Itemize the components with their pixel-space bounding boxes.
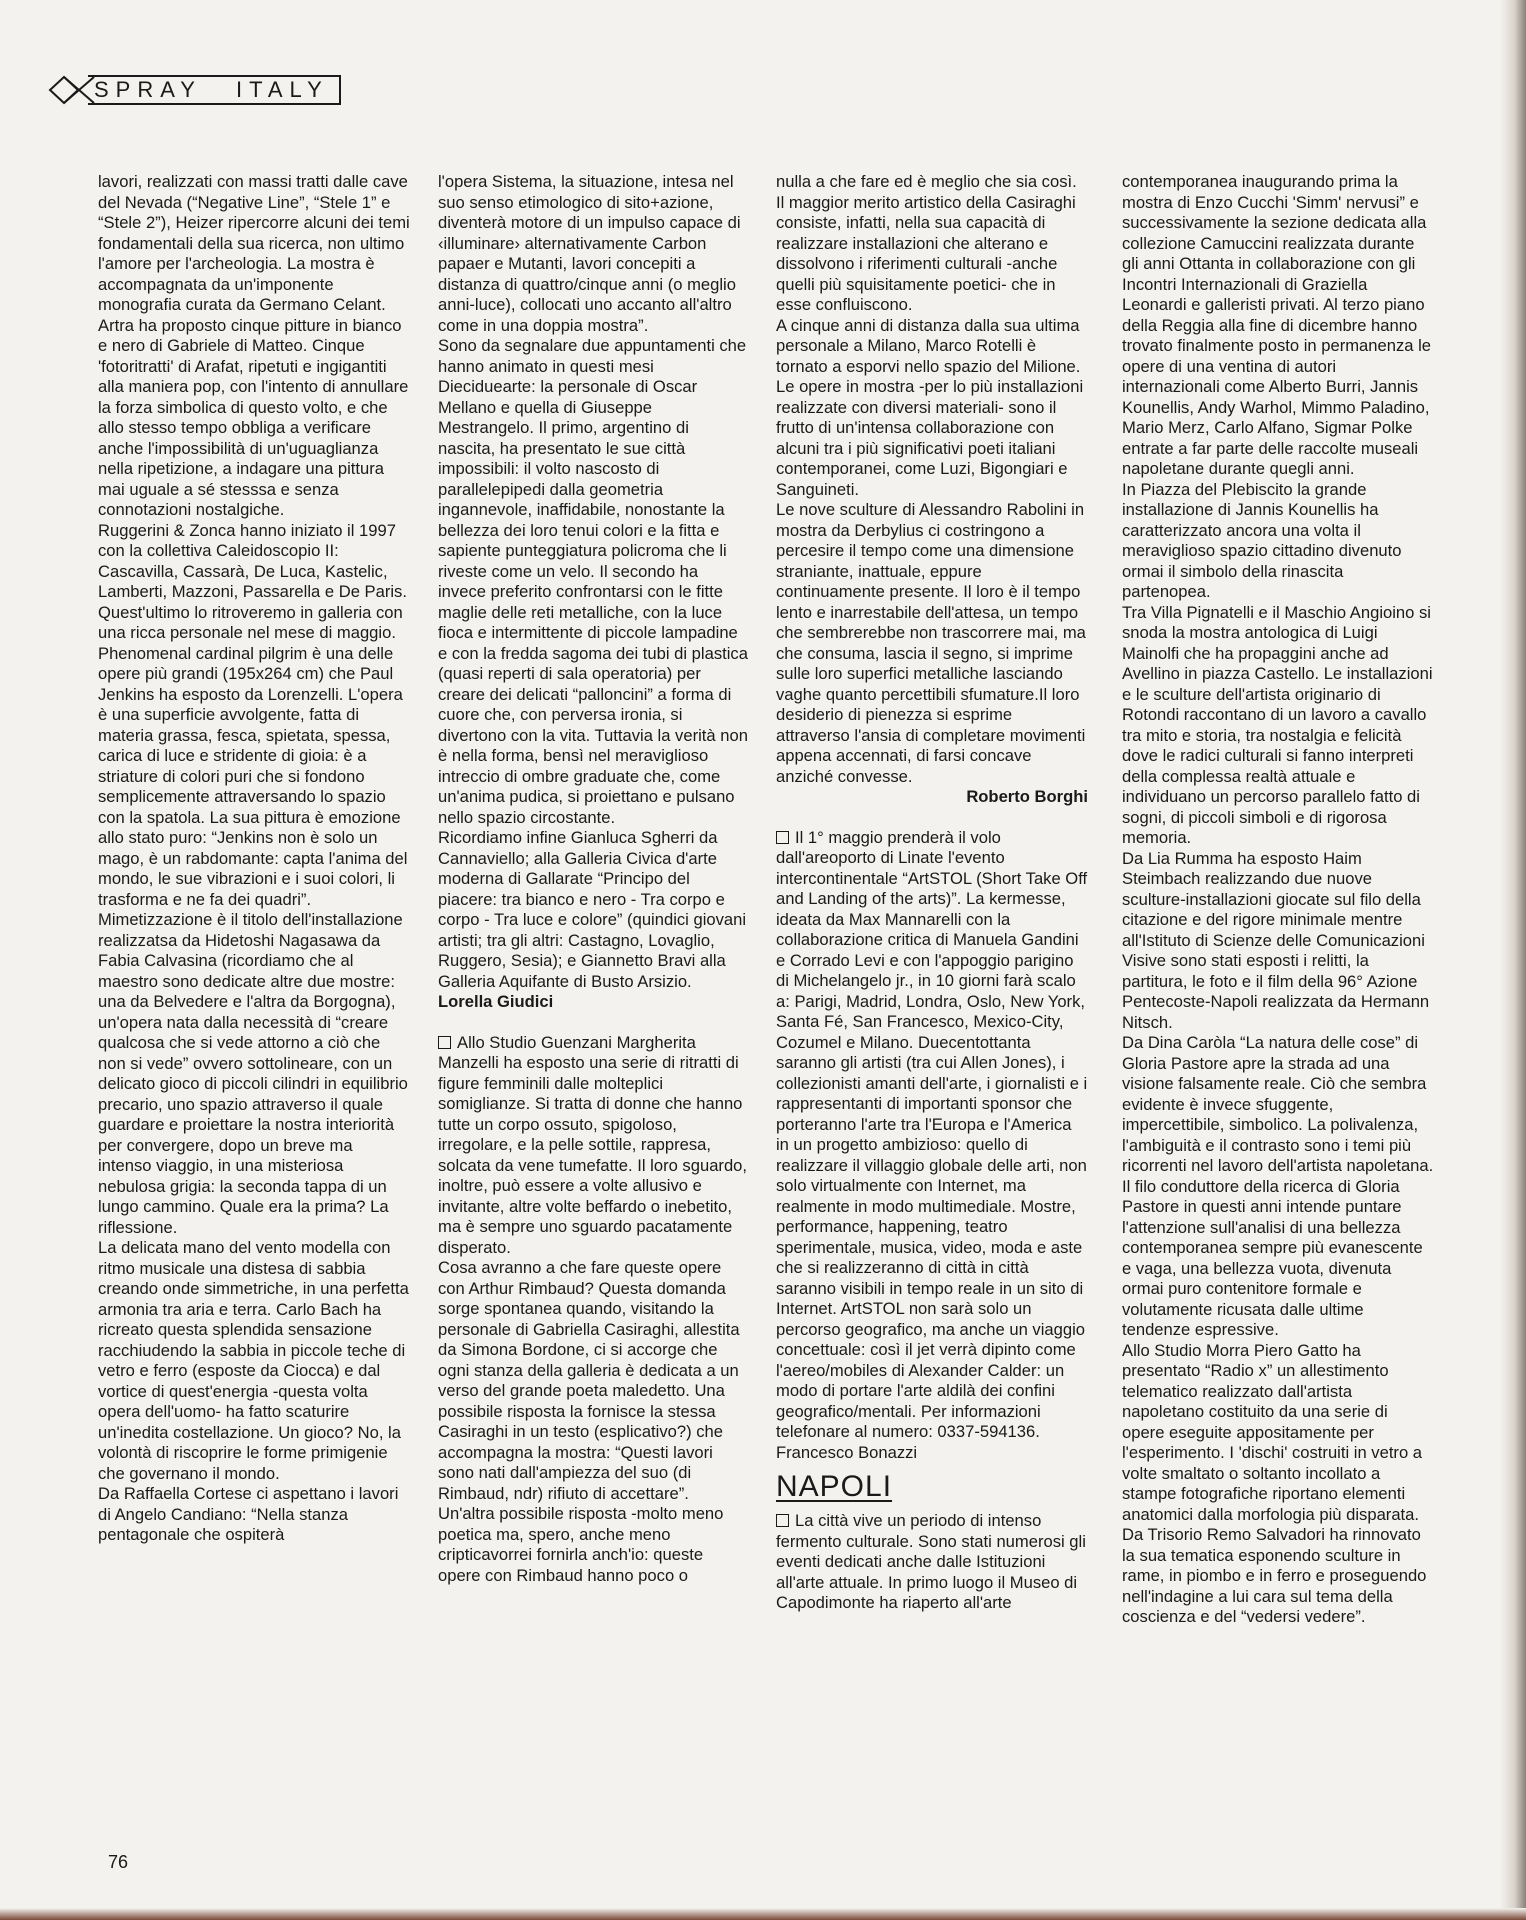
paragraph: Ricordiamo infine Gianluca Sgherri da Cannaviello; alla Galleria Civica d'arte moderna di Gallarate “Principo del piacere: tra bianco e nero - Tra corpo e corpo - Tra luce e colore” (quindici giovani artisti; tra gli altri: Castagno, Lovaglio, Ruggero, Sesia); e Giannetto Bravi alla Galleria Aquifante di Busto Arsizio. (438, 828, 747, 991)
paragraph: Le nove sculture di Alessandro Rabolini in mostra da Derbylius ci costringono a percesire il tempo come una dimensione straniante, inattuale, eppure continuamente presente. Il loro è il tempo lento e inarrestabile dell'attesa, un tempo che sembrerebbe non trascorrere mai, ma che consuma, lascia il segno, si imprime sulle loro superfici metalliche lasciando vaghe quanto percettibili sfumature.Il loro desiderio di pienezza si esprime attraverso l'ansia di completare movimenti appena accennati, di farsi concave anziché convesse. (776, 500, 1086, 786)
paragraph: Mimetizzazione è il titolo dell'installazione realizzatsa da Hidetoshi Nagasawa da Fabia Calvasina (ricordiamo che al maestro sono dedicate altre due mostre: una da Belvedere e l'altra da Borgogna), un'opera nata dalla necessità di “creare qualcosa che si vede attorno a ciò che non si vede” ovvero sottolineare, con un delicato gioco di piccoli cilindri in equilibrio precario, uno spazio attraverso il quale guardare e proiettare la nostra interiorità per convergere, dopo un breve ma intenso viaggio, in una misteriosa nebulosa grigia: la seconda tappa di un lungo cammino. Quale era la prima? La riflessione. (98, 910, 408, 1237)
paragraph-text: La città vive un periodo di intenso fermento culturale. Sono stati numerosi gli eventi dedicati anche dalle Istituzioni all'arte attuale. In primo luogo il Museo di Capodimonte ha riaperto all'arte (776, 1511, 1086, 1612)
paragraph (776, 828, 1088, 1464)
paragraph: Phenomenal cardinal pilgrim è una delle opere più grandi (195x264 cm) che Paul Jenkins ha esposto da Lorenzelli. L'opera è una superficie avvolgente, fatta di materia grassa, fesca, spietata, spessa, carica di luce e stridente di gioia: è a striature di colori puri che si fondono semplicemente attraversando lo spazio con la spatola. La sua pittura è emozione allo stato puro: “Jenkins non è solo un mago, è un rabdomante: capta l'anima del mondo, le sue vibrazioni e i suoi colori, li trasforma e ne fa dei quadri”. (98, 643, 408, 909)
column-4 (1122, 172, 1434, 1628)
paragraph: In Piazza del Plebiscito la grande installazione di Jannis Kounellis ha caratterizzato ancora una volta il meraviglioso spazio cittadino divenuto ormai il simbolo della rinascita partenopea. (1122, 479, 1402, 601)
paragraph: Ruggerini & Zonca hanno iniziato il 1997 con la collettiva Caleidoscopio II: Cascavilla, Cassarà, De Luca, Kastelic, Lamberti, Mazzoni, Passarella e De Paris. Quest'ultimo lo ritroveremo in galleria con una ricca personale nel mese di maggio. (98, 520, 407, 642)
paragraph-text: Allo Studio Guenzani Margherita Manzelli ha esposto una serie di ritratti di figure femminili dalle molteplici somiglianze. Si tratta di donne che hanno tutte un corpo ossuto, spigoloso, irregolare, e la pelle sottile, rappresa, solcata da vene tumefatte. Il loro sguardo, inoltre, può essere a volte allusivo e invitante, altre volte beffardo o inebetito, ma è sempre uno sguardo pacatamente disperato. (438, 1032, 748, 1257)
paragraph: nulla a che fare ed è meglio che sia così. Il maggior merito artistico della Casiraghi consiste, infatti, nella sua capacità di realizzare installazioni che alterano e dissolvono i riferimenti culturali -anche quelli più squisitamente poetici- che in esse confluiscono. (776, 172, 1077, 314)
byline-lorella-giudici: Lorella Giudici (438, 992, 554, 1011)
page-number: 76 (108, 1852, 129, 1872)
header-word-spray: SPRAY (94, 77, 202, 102)
paragraph: Cosa avranno a che fare queste opere con Arthur Rimbaud? Questa domanda sorge spontanea quando, visitando la personale di Gabriella Casiraghi, allestita da Simona Bordone, ci si accorge che ogni stanza della galleria è dedicata a un verso del grande poeta maledetto. Una possibile risposta la fornisce la stessa Casiraghi in un testo (esplicativo?) che accompagna la mostra: “Questi lavori sono nati dall'ampiezza del suo (di Rimbaud, ndr) rifiuto di accettare”. Un'altra possibile risposta -molto meno poetica ma, spero, anche meno cripticavorrei fornirla anch'io: queste opere con Rimbaud hanno poco o (438, 1258, 740, 1585)
column-1 (98, 172, 410, 1546)
paragraph: lavori, realizzati con massi tratti dalle cave del Nevada (“Negative Line”, “Stele 1” e “Stele 2”), Heizer ripercorre alcuni dei temi fondamentali della sua ricerca, non ultimo l'amore per l'archeologia. La mostra è accompagnata da un'imponente monografia curata da Germano Celant. (98, 172, 410, 314)
paragraph: A cinque anni di distanza dalla sua ultima personale a Milano, Marco Rotelli è tornato a esporvi nello spazio del Milione. Le opere in mostra -per lo più installazioni realizzate con diversi materiali- sono il frutto di un'intensa collaborazione con alcuni tra i più significativi poeti italiani contemporanei, come Luzi, Bigongiari e Sanguineti. (776, 315, 1084, 499)
column-3 (776, 172, 1088, 1614)
paragraph: Tra Villa Pignatelli e il Maschio Angioino si snoda la mostra antologica di Luigi Mainolfi che ha propaggini anche ad Avellino in piazza Castello. Le installazioni e le sculture dell'artista originario di Rotondi raccontano di un lavoro a cavallo tra mito e storia, tra nostalgia e felicità dove le radici culturali si fanno interpreti della complessa realtà attuale e individuano un percorso parallelo fatto di sogni, di piccoli simboli e di rigorosa memoria. (1122, 602, 1433, 847)
header-title-box (88, 75, 341, 105)
paragraph: La delicata mano del vento modella con ritmo musicale una distesa di sabbia creando onde simmetriche, in una perfetta armonia tra aria e terra. Carlo Bach ha ricreato questa splendida sensazione racchiudendo la sabbia in piccole teche di vetro e ferro (esposte da Ciocca) e dal vortice di quest'energia -questa volta opera dell'uomo- ha fatto scaturire un'inedita costellazione. Un gioco? No, la volontà di riscoprire le forme primigenie che governano il mondo. (98, 1238, 409, 1483)
section-header (48, 74, 341, 106)
paragraph: l'opera Sistema, la situazione, intesa nel suo senso etimologico di sito+azione, diventerà motore di un impulso capace di ‹illuminare› alternativamente Carbon papaer e Mutanti, lavori concepiti a distanza di quattro/cinque anni (o meglio anni-luce), collocati uno accanto all'altro come in una doppia mostra”. (438, 172, 741, 335)
byline-roberto-borghi: Roberto Borghi (966, 787, 1088, 806)
paragraph: Sono da segnalare due appuntamenti che hanno animato in questi mesi Dieciduearte: la personale di Oscar Mellano e quella di Giuseppe Mestrangelo. Il primo, argentino di nascita, ha presentato le sue città impossibili: il volto nascosto di parallelepipedi dalla geometria ingannevole, inaffidabile, nonostante la bellezza dei loro tenui colori e la fitta e sapiente punteggiatura policroma che li riveste come un velo. Il secondo ha invece preferito confrontarsi con le fitte maglie delle reti metalliche, con la luce fioca e intermittente di piccole lampadine e con la fredda sagoma dei tubi di plastica (quasi reperti di sala operatoria) per creare dei delicati “palloncini” a forma di cuore che, con perversa ironia, si divertono con la vita. Tuttavia la verità non è nella forma, bensì nel meraviglioso intreccio di ombre graduate che, come un'anima pudica, si proiettano e pulsano nello spazio circostante. (438, 336, 748, 827)
paragraph: contemporanea inaugurando prima la mostra di Enzo Cucchi 'Simm' nervusi” e successivamente la sezione dedicata alla collezione Camuccini realizzata durante gli anni Ottanta in collaborazione con gli Incontri Internazionali di Graziella Leonardi e galleristi privati. Al terzo piano della Reggia alla fine di dicembre hanno trovato finalmente posto in permanenza le opere di una ventina di autori internazionali come Alberto Burri, Jannis Kounellis, Andy Warhol, Mimmo Paladino, Mario Merz, Carlo Alfano, Sigmar Polke entrate a far parte delle raccolte museali napoletane durante quegli anni. (1122, 172, 1432, 478)
paragraph: Da Raffaella Cortese ci aspettano i lavori di Angelo Candiano: “Nella stanza pentagonale che ospiterà (98, 1484, 399, 1544)
paragraph: Da Dina Caròla “La natura delle cose” di Gloria Pastore apre la strada ad una visione falsamente reale. Ciò che sembra evidente è invece sfuggente, impercettibile, simbolico. La polivalenza, l'ambiguità e il contrasto sono i temi più ricorrenti nel lavoro dell'artista napoletana. Il filo conduttore della ricerca di Gloria Pastore in questi anni intende puntare l'attenzione sull'analisi di una bellezza contemporanea sempre più evanescente e vaga, una bellezza vuota, divenuta ormai puro contenitore formale e volutamente ricusata dalle ultime tendenze espressive. (1122, 1033, 1434, 1339)
page-bottom-edge (0, 1908, 1526, 1920)
paragraph (776, 1511, 1088, 1614)
paragraph-text: Il 1° maggio prenderà il volo dall'areoporto di Linate l'evento intercontinentale “ArtSTOL (Short Take Off and Landing of the arts)”. La kermesse, ideata da Max Mannarelli con la collaborazione critica di Manuela Gandini e Corrado Levi e con l'appoggio parigino di Michelangelo jr., in 10 giorni farà scalo a: Parigi, Madrid, Londra, Oslo, New York, Santa Fé, San Francesco, Mexico-City, Cozumel e Milano. Duecentottanta saranno gli artisti (tra cui Allen Jones), i collezionisti amanti dell'arte, i giornalisti e i rappresentanti di importanti sponsor che porteranno l'arte tra l'Europa e l'America in un progetto ambizioso: quello di realizzare il villaggio globale delle arti, non solo virtualmente con Internet, ma realmente in modo multimediale. Mostre, performance, happening, teatro sperimentale, musica, video, moda e aste che si realizzeranno di città in città saranno visibili in tempo reale in un sito di Internet. ArtSTOL non sarà solo un percorso geografico, ma anche un viaggio concettuale: così il jet verrà dipinto come l'aereo/mobiles di Alexander Calder: un modo di portare l'arte aldilà dei confini geografico/mentali. Per informazioni telefonare al numero: 0337-594136. Francesco Bonazzi (776, 827, 1088, 1462)
square-bullet-icon (776, 1514, 789, 1527)
paragraph (438, 1033, 750, 1259)
paragraph: Da Lia Rumma ha esposto Haim Steimbach realizzando due nuove sculture-installazioni giocate sul filo della citazione e del rigore minimale mentre all'Istituto di Scienze delle Comunicazioni Visive sono stati esposti i relitti, la partitura, le foto e il film della 96° Azione Pentecoste-Napoli realizzata da Hermann Nitsch. (1122, 848, 1430, 1032)
paragraph: Da Trisorio Remo Salvadori ha rinnovato la sua tematica esponendo sculture in rame, in piombo e in ferro e proseguendo nell'indagine a lui cara sul tema della coscienza e del “vedersi vedere”. (1122, 1525, 1427, 1626)
square-bullet-icon (776, 831, 789, 844)
paragraph: Artra ha proposto cinque pitture in bianco e nero di Gabriele di Matteo. Cinque 'fotoritratti' di Arafat, ripetuti e ingigantiti alla maniera pop, con l'intento di annullare la forza simbolica di questo volto, e che allo stesso tempo obbliga a verificare anche l'impossibilità di un'uguaglianza nella ripetizione, a indagare una pittura mai uguale a sé stesssa e senza connotazioni nostalgiche. (98, 315, 409, 519)
page-edge-shadow (1500, 0, 1526, 1920)
section-title-napoli: NAPOLI (776, 1470, 893, 1503)
column-2 (438, 172, 750, 1586)
paragraph: Allo Studio Morra Piero Gatto ha presentato “Radio x” un allestimento telematico realizzato dall'artista napoletano costituito da una serie di opere eseguite appositamente per l'esperimento. I 'dischi' costruiti in vetro a volte smaltato o soltanto incollato a stampe fotografiche riportano elementi anatomici dalla morfologia più disparata. (1122, 1340, 1423, 1524)
header-word-italy: ITALY (235, 77, 329, 102)
square-bullet-icon (438, 1036, 451, 1049)
